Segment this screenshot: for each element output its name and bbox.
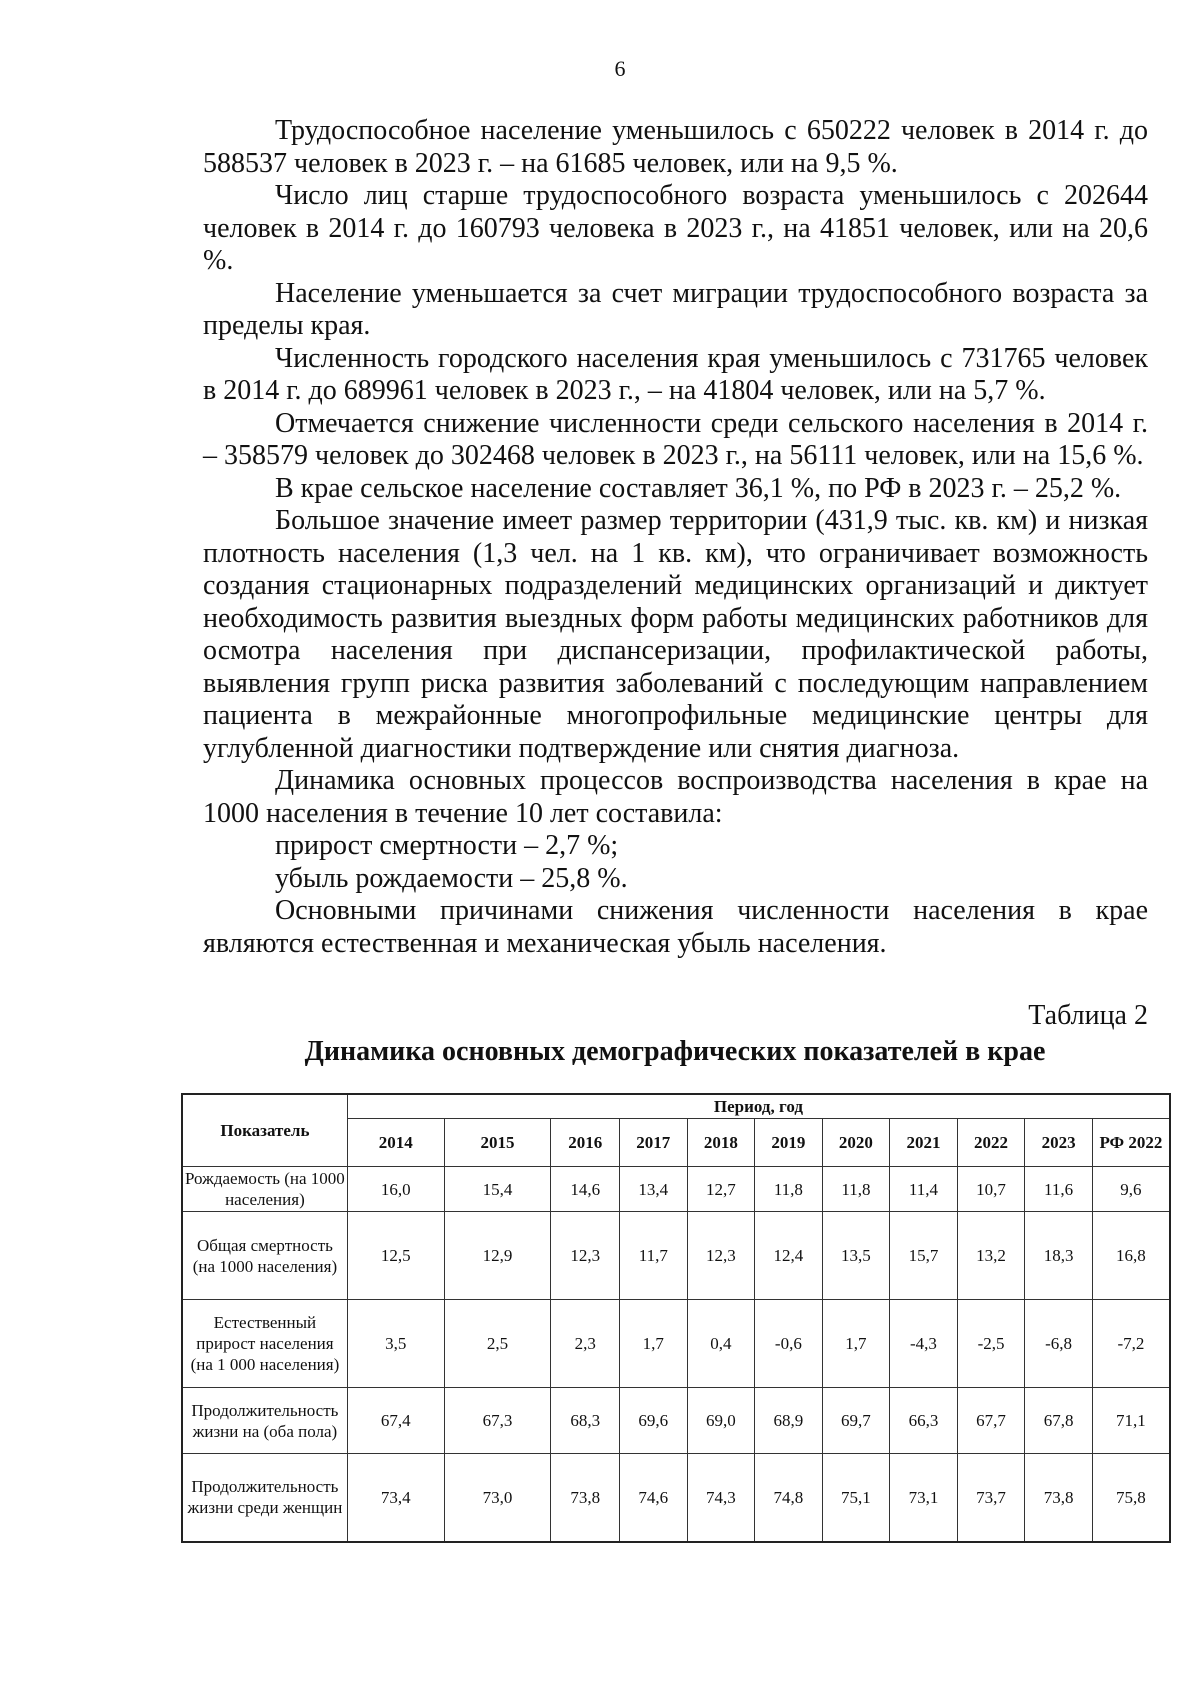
table-cell: 11,8 xyxy=(822,1167,890,1212)
table-cell: 12,9 xyxy=(444,1212,551,1300)
table-cell: 68,3 xyxy=(551,1388,620,1454)
table-cell: -4,3 xyxy=(890,1300,958,1388)
year-header: 2017 xyxy=(620,1119,688,1167)
year-header: 2021 xyxy=(890,1119,958,1167)
table-cell: 13,4 xyxy=(620,1167,688,1212)
table-row xyxy=(182,1388,1170,1454)
table-cell: 68,9 xyxy=(755,1388,823,1454)
table-cell: 12,7 xyxy=(687,1167,755,1212)
year-header: 2020 xyxy=(822,1119,890,1167)
table-body xyxy=(182,1167,1170,1542)
table-cell: 69,6 xyxy=(620,1388,688,1454)
table-cell: 71,1 xyxy=(1092,1388,1170,1454)
table-cell: 66,3 xyxy=(890,1388,958,1454)
row-label: Рождаемость (на 1000 населения) xyxy=(182,1167,347,1212)
indicator-header: Показатель xyxy=(182,1094,347,1167)
table-cell: -2,5 xyxy=(957,1300,1025,1388)
row-label: Естественный прирост населения (на 1 000 населения) xyxy=(182,1300,347,1388)
table-cell: 14,6 xyxy=(551,1167,620,1212)
table-title: Динамика основных демографических показателей в крае xyxy=(304,1036,1046,1067)
table-cell: 16,0 xyxy=(347,1167,444,1212)
table-cell: 0,4 xyxy=(687,1300,755,1388)
table-cell: 67,8 xyxy=(1025,1388,1093,1454)
year-header: 2023 xyxy=(1025,1119,1093,1167)
table-cell: 75,8 xyxy=(1092,1454,1170,1542)
paragraph: В крае сельское население составляет 36,1 %, по РФ в 2023 г. – 25,2 %. xyxy=(275,472,1122,504)
table-cell: 73,8 xyxy=(1025,1454,1093,1542)
table-cell: 1,7 xyxy=(822,1300,890,1388)
table-cell: 67,4 xyxy=(347,1388,444,1454)
row-label: Продолжительность жизни среди женщин xyxy=(182,1454,347,1542)
year-header: РФ 2022 xyxy=(1092,1119,1170,1167)
table-cell: 67,3 xyxy=(444,1388,551,1454)
paragraph: Большое значение имеет размер территории (431,9 тыс. кв. км) и низкая плотность населения (1,3 чел. на 1 кв. км), что ограничивает возможность создания стационарных подразделений медицинских организаций и диктует необходимость развития выездных форм работы медицинских работников для осмотра населения при диспансеризации, профилактической работы, выявления групп риска развития заболеваний с последующим направлением пациента в межрайонные многопрофильные медицинские центры для углубленной диагностики подтверждение или снятия диагноза. xyxy=(203,505,1148,764)
table-cell: 11,6 xyxy=(1025,1167,1093,1212)
table-cell: 11,4 xyxy=(890,1167,958,1212)
table-cell: 13,5 xyxy=(822,1212,890,1300)
table-cell: 73,1 xyxy=(890,1454,958,1542)
table-cell: 10,7 xyxy=(957,1167,1025,1212)
table-cell: 16,8 xyxy=(1092,1212,1170,1300)
table-cell: 13,2 xyxy=(957,1212,1025,1300)
table-cell: 15,4 xyxy=(444,1167,551,1212)
table-cell: -7,2 xyxy=(1092,1300,1170,1388)
table-cell: 12,3 xyxy=(551,1212,620,1300)
table-row xyxy=(182,1454,1170,1542)
paragraph: Отмечается снижение численности среди сельского населения в 2014 г. – 358579 человек до 302468 человек в 2023 г., на 56111 человек, или на 15,6 %. xyxy=(203,407,1148,471)
table-cell: 73,4 xyxy=(347,1454,444,1542)
list-item: прирост смертности – 2,7 %; xyxy=(275,830,619,861)
table-cell: 2,5 xyxy=(444,1300,551,1388)
table-cell: 2,3 xyxy=(551,1300,620,1388)
table-cell: 1,7 xyxy=(620,1300,688,1388)
table-cell: 75,1 xyxy=(822,1454,890,1542)
table-cell: 74,8 xyxy=(755,1454,823,1542)
paragraph: Динамика основных процессов воспроизводства населения в крае на 1000 населения в течение 10 лет составила: xyxy=(203,765,1148,829)
table-cell: -0,6 xyxy=(755,1300,823,1388)
table-cell: 12,4 xyxy=(755,1212,823,1300)
year-header: 2022 xyxy=(957,1119,1025,1167)
table-row xyxy=(182,1167,1170,1212)
body-text xyxy=(203,115,1148,960)
table-cell: 9,6 xyxy=(1092,1167,1170,1212)
paragraph: Основными причинами снижения численности населения в крае являются естественная и механическая убыль населения. xyxy=(203,895,1148,959)
page-number: 6 xyxy=(614,56,626,81)
year-header: 2014 xyxy=(347,1119,444,1167)
row-label: Общая смертность (на 1000 населения) xyxy=(182,1212,347,1300)
row-label: Продолжительность жизни на (оба пола) xyxy=(182,1388,347,1454)
list-item: убыль рождаемости – 25,8 %. xyxy=(275,862,628,894)
year-header: 2018 xyxy=(687,1119,755,1167)
table-cell: 18,3 xyxy=(1025,1212,1093,1300)
year-header: 2015 xyxy=(444,1119,551,1167)
period-header: Период, год xyxy=(347,1094,1170,1119)
paragraph: Население уменьшается за счет миграции трудоспособного возраста за пределы края. xyxy=(203,277,1148,341)
table-cell: 15,7 xyxy=(890,1212,958,1300)
table-row xyxy=(182,1212,1170,1300)
table-row xyxy=(182,1300,1170,1388)
table-cell: -6,8 xyxy=(1025,1300,1093,1388)
table-cell: 73,8 xyxy=(551,1454,620,1542)
table-cell: 73,0 xyxy=(444,1454,551,1542)
table-cell: 67,7 xyxy=(957,1388,1025,1454)
table-cell: 73,7 xyxy=(957,1454,1025,1542)
demographics-table xyxy=(181,1093,1171,1543)
table-cell: 12,3 xyxy=(687,1212,755,1300)
table-cell: 3,5 xyxy=(347,1300,444,1388)
table-cell: 69,0 xyxy=(687,1388,755,1454)
table-cell: 12,5 xyxy=(347,1212,444,1300)
paragraph: Численность городского населения края уменьшилось с 731765 человек в 2014 г. до 689961 человек в 2023 г., – на 41804 человек, или на 5,7 %. xyxy=(203,342,1148,406)
table-cell: 11,7 xyxy=(620,1212,688,1300)
table-cell: 11,8 xyxy=(755,1167,823,1212)
table-cell: 74,3 xyxy=(687,1454,755,1542)
table-cell: 74,6 xyxy=(620,1454,688,1542)
paragraph: Трудоспособное население уменьшилось с 650222 человек в 2014 г. до 588537 человек в 2023 г. – на 61685 человек, или на 9,5 %. xyxy=(203,115,1148,179)
year-header: 2016 xyxy=(551,1119,620,1167)
table-label: Таблица 2 xyxy=(1028,1000,1148,1031)
table-cell: 69,7 xyxy=(822,1388,890,1454)
paragraph: Число лиц старше трудоспособного возраста уменьшилось с 202644 человек в 2014 г. до 160793 человека в 2023 г., на 41851 человек, или на 20,6 %. xyxy=(203,180,1148,276)
year-header: 2019 xyxy=(755,1119,823,1167)
